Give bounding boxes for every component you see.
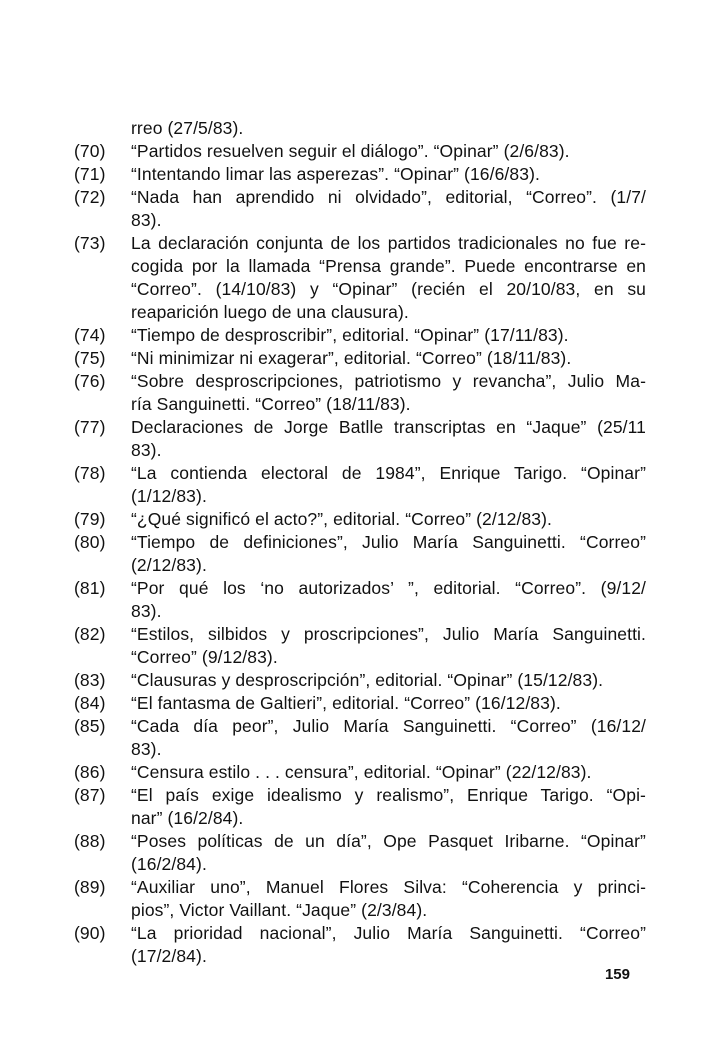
endnote-number: (80)	[74, 532, 106, 552]
endnote-line: Declaraciones de Jorge Batlle transcriptas en “Jaque” (25/11	[131, 417, 646, 437]
endnote-number: (90)	[74, 923, 106, 943]
endnote-number: (85)	[74, 716, 106, 736]
endnote-text	[131, 508, 646, 531]
endnote-line: ría Sanguinetti. “Correo” (18/11/83).	[131, 394, 411, 414]
endnote-item	[74, 784, 646, 830]
endnote-line: La declaración conjunta de los partidos tradicionales no fue re-	[131, 233, 646, 253]
endnote-item	[74, 232, 646, 324]
endnote-text	[131, 186, 646, 232]
endnote-line: 83).	[131, 440, 162, 460]
endnote-item	[74, 830, 646, 876]
endnote-number: (77)	[74, 417, 106, 437]
endnote-number: (70)	[74, 141, 106, 161]
endnote-number: (78)	[74, 463, 106, 483]
endnote-number: (74)	[74, 325, 106, 345]
endnote-item	[74, 715, 646, 761]
endnote-number: (79)	[74, 509, 106, 529]
endnote-line: “Ni minimizar ni exagerar”, editorial. “Correo” (18/11/83).	[131, 348, 572, 368]
endnote-line: 83).	[131, 601, 162, 621]
endnote-item	[74, 416, 646, 462]
endnote-text	[131, 876, 646, 922]
endnote-text	[131, 347, 646, 370]
endnote-text	[131, 163, 646, 186]
endnote-line: “Por qué los ‘no autorizados’ ”, editorial. “Correo”. (9/12/	[131, 578, 646, 598]
endnote-number: (88)	[74, 831, 106, 851]
endnote-line: “Correo”. (14/10/83) y “Opinar” (recién el 20/10/83, en su	[131, 279, 646, 299]
endnote-text	[131, 324, 646, 347]
endnote-line: cogida por la llamada “Prensa grande”. Puede encontrarse en	[131, 256, 646, 276]
endnote-text	[131, 140, 646, 163]
endnote-number: (82)	[74, 624, 106, 644]
endnote-number: (89)	[74, 877, 106, 897]
endnote-item	[74, 531, 646, 577]
endnote-item	[74, 140, 646, 163]
endnote-line: “Cada día peor”, Julio María Sanguinetti. “Correo” (16/12/	[131, 716, 646, 736]
endnote-line: “Censura estilo . . . censura”, editorial. “Opinar” (22/12/83).	[131, 762, 592, 782]
endnote-line: “El fantasma de Galtieri”, editorial. “Correo” (16/12/83).	[131, 693, 561, 713]
endnote-number: (75)	[74, 348, 106, 368]
endnote-number: (73)	[74, 233, 106, 253]
endnote-item	[74, 163, 646, 186]
endnote-number: (71)	[74, 164, 106, 184]
endnote-item	[74, 370, 646, 416]
endnote-text	[131, 761, 646, 784]
endnote-number: (76)	[74, 371, 106, 391]
endnote-item	[74, 508, 646, 531]
endnote-number: (87)	[74, 785, 106, 805]
endnote-line: (17/2/84).	[131, 946, 207, 966]
endnote-line: “Estilos, silbidos y proscripciones”, Julio María Sanguinetti.	[131, 624, 646, 644]
endnote-line: “Nada han aprendido ni olvidado”, editorial, “Correo”. (1/7/	[131, 187, 646, 207]
endnote-line: “Clausuras y desproscripción”, editorial. “Opinar” (15/12/83).	[131, 670, 604, 690]
endnote-text	[131, 232, 646, 324]
endnote-text	[131, 669, 646, 692]
endnote-text	[131, 922, 646, 968]
endnote-line: “Correo” (9/12/83).	[131, 647, 278, 667]
endnotes-list	[74, 117, 646, 968]
endnote-item	[74, 324, 646, 347]
page-number: 159	[604, 966, 630, 983]
endnote-text	[131, 370, 646, 416]
endnote-item	[74, 623, 646, 669]
endnote-line: “Tiempo de definiciones”, Julio María Sanguinetti. “Correo”	[131, 532, 646, 552]
endnote-item	[74, 347, 646, 370]
endnote-item	[74, 186, 646, 232]
endnote-text	[131, 462, 646, 508]
endnote-item	[74, 462, 646, 508]
endnote-item	[74, 922, 646, 968]
endnote-line: “Sobre desproscripciones, patriotismo y revancha”, Julio Ma-	[131, 371, 646, 391]
endnote-line: “La contienda electoral de 1984”, Enrique Tarigo. “Opinar”	[131, 463, 646, 483]
endnote-number: (84)	[74, 693, 106, 713]
endnote-line: (16/2/84).	[131, 854, 207, 874]
endnote-line: “Auxiliar uno”, Manuel Flores Silva: “Coherencia y princi-	[131, 877, 646, 897]
endnote-text	[131, 784, 646, 830]
endnote-text	[131, 577, 646, 623]
endnote-item	[74, 876, 646, 922]
endnote-text	[131, 623, 646, 669]
endnote-item	[74, 669, 646, 692]
endnote-line: “Poses políticas de un día”, Ope Pasquet Iribarne. “Opinar”	[131, 831, 646, 851]
endnote-line: (2/12/83).	[131, 555, 207, 575]
endnote-line: pios”, Victor Vaillant. “Jaque” (2/3/84).	[131, 900, 428, 920]
endnote-line: “¿Qué significó el acto?”, editorial. “Correo” (2/12/83).	[131, 509, 553, 529]
endnote-text	[131, 830, 646, 876]
endnote-number: (72)	[74, 187, 106, 207]
continued-note-text: rreo (27/5/83).	[131, 118, 244, 138]
endnote-line: 83).	[131, 739, 162, 759]
endnote-text	[131, 715, 646, 761]
endnote-number: (81)	[74, 578, 106, 598]
endnote-item	[74, 692, 646, 715]
endnote-item	[74, 761, 646, 784]
endnote-line: “Partidos resuelven seguir el diálogo”. “Opinar” (2/6/83).	[131, 141, 570, 161]
endnote-number: (83)	[74, 670, 106, 690]
endnote-text	[131, 416, 646, 462]
endnote-line: “La prioridad nacional”, Julio María Sanguinetti. “Correo”	[131, 923, 646, 943]
endnote-text	[131, 692, 646, 715]
endnote-number: (86)	[74, 762, 106, 782]
endnote-line: (1/12/83).	[131, 486, 207, 506]
endnote-line: nar” (16/2/84).	[131, 808, 244, 828]
endnote-line: “El país exige idealismo y realismo”, Enrique Tarigo. “Opi-	[131, 785, 646, 805]
endnote-line: “Intentando limar las asperezas”. “Opinar” (16/6/83).	[131, 164, 540, 184]
endnote-line: 83).	[131, 210, 162, 230]
endnote-line: reaparición luego de una clausura).	[131, 302, 409, 322]
endnote-item	[74, 577, 646, 623]
endnote-text	[131, 531, 646, 577]
endnote-line: “Tiempo de desproscribir”, editorial. “Opinar” (17/11/83).	[131, 325, 569, 345]
